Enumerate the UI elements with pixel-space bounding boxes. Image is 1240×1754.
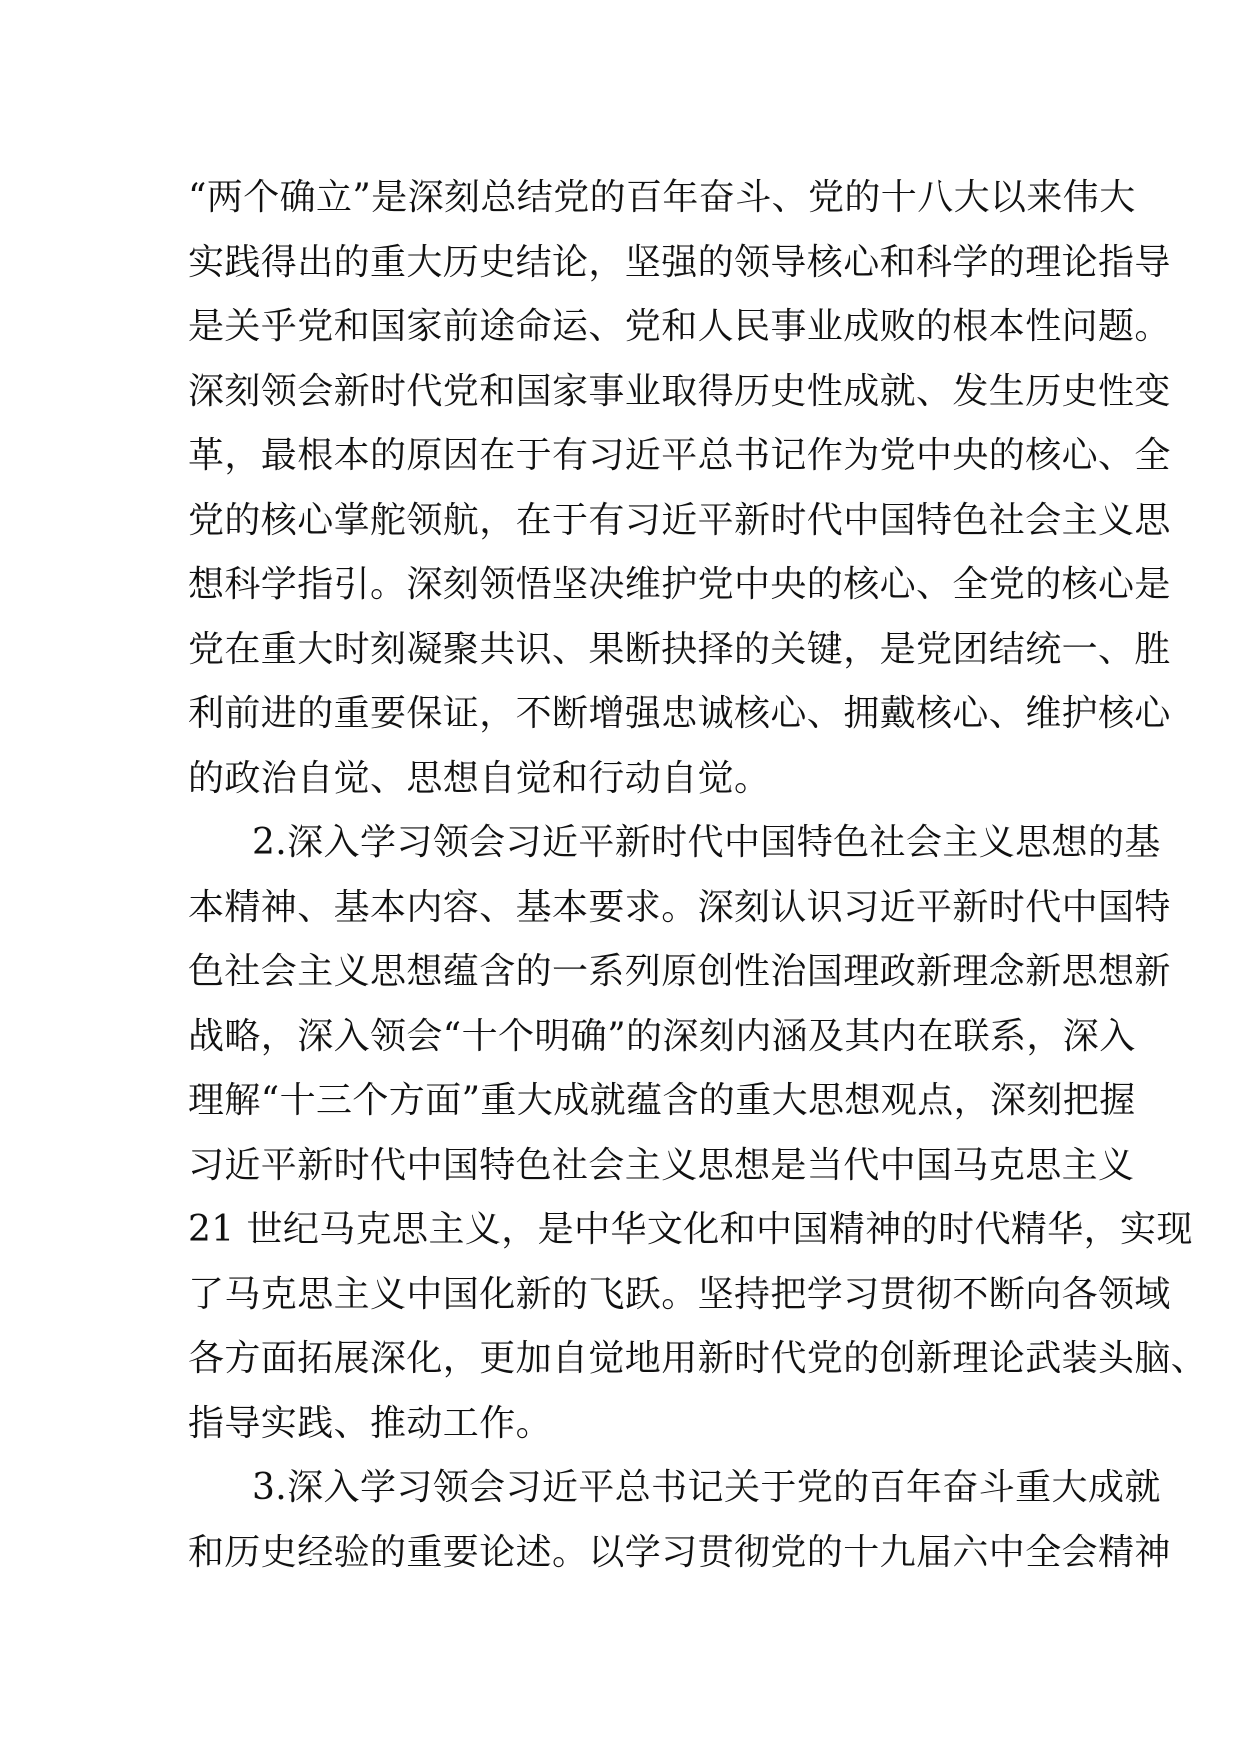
text-line: 指导实践、推动工作。 — [188, 1402, 553, 1444]
paragraph-3-start: 3.深入学习领会习近平总书记关于党的百年奋斗重大成就 — [252, 1467, 1161, 1508]
text-line: “两个确立”是深刻总结党的百年奋斗、党的十八大以来伟大 — [188, 177, 1136, 218]
text-line: 是关乎党和国家前途命运、党和人民事业成败的根本性问题。 — [188, 306, 1171, 347]
text-line: 色社会主义思想蕴含的一系列原创性治国理政新理念新思想新 — [188, 951, 1171, 992]
text-line: 实践得出的重大历史结论，坚强的领导核心和科学的理论指导 — [188, 241, 1171, 283]
paragraph-2-start: 2.深入学习领会习近平新时代中国特色社会主义思想的基 — [252, 822, 1161, 863]
text-line: 和历史经验的重要论述。以学习贯彻党的十九届六中全会精神 — [188, 1531, 1171, 1573]
text-line: 理解“十三个方面”重大成就蕴含的重大思想观点，深刻把握 — [188, 1080, 1136, 1121]
text-line: 了马克思主义中国化新的飞跃。坚持把学习贯彻不断向各领域 — [188, 1273, 1171, 1315]
text-line: 21 世纪马克思主义，是中华文化和中国精神的时代精华，实现 — [188, 1209, 1193, 1250]
text-line: 利前进的重要保证，不断增强忠诚核心、拥戴核心、维护核心 — [188, 693, 1171, 734]
text-line: 党在重大时刻凝聚共识、果断抉择的关键，是党团结统一、胜 — [188, 628, 1171, 670]
text-line: 习近平新时代中国特色社会主义思想是当代中国马克思主义 — [188, 1144, 1135, 1186]
text-line: 党的核心掌舵领航，在于有习近平新时代中国特色社会主义思 — [188, 499, 1171, 541]
text-line: 本精神、基本内容、基本要求。深刻认识习近平新时代中国特 — [188, 886, 1171, 928]
text-line: 的政治自觉、思想自觉和行动自觉。 — [188, 757, 771, 799]
text-line: 想科学指引。深刻领悟坚决维护党中央的核心、全党的核心是 — [188, 564, 1171, 605]
text-line: 革，最根本的原因在于有习近平总书记作为党中央的核心、全 — [188, 435, 1171, 476]
text-line: 各方面拓展深化，更加自觉地用新时代党的创新理论武装头脑、 — [188, 1338, 1208, 1379]
text-line: 战略，深入领会“十个明确”的深刻内涵及其内在联系，深入 — [188, 1015, 1136, 1057]
document-body — [188, 166, 1208, 1585]
text-line: 深刻领会新时代党和国家事业取得历史性成就、发生历史性变 — [188, 370, 1171, 412]
